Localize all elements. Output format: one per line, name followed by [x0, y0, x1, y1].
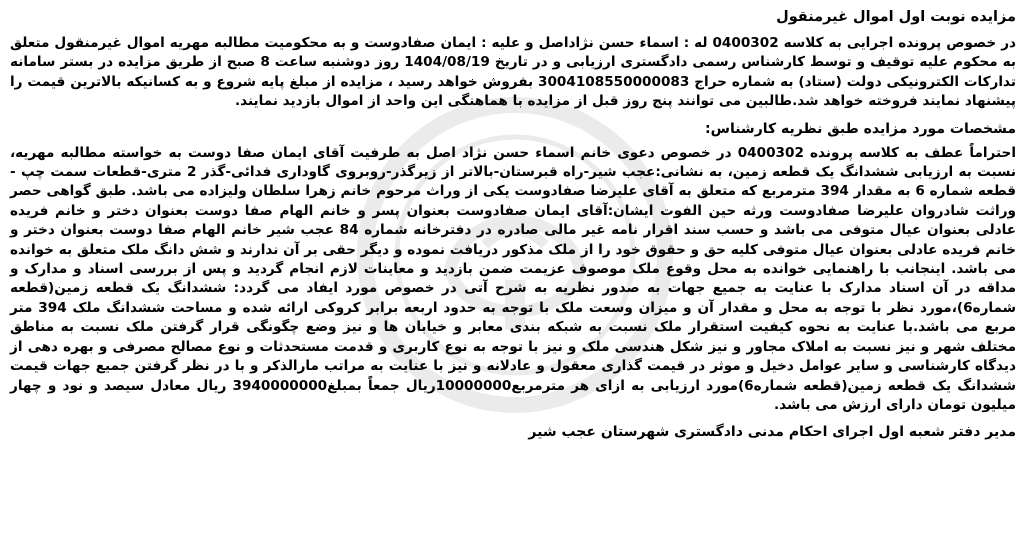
- intro-paragraph: در خصوص پرونده اجرایی به کلاسه 0400302 له : اسماء حسن نژاداصل و علیه : ایمان صفادوست و به محکومیت مطالبه مهریه اموال غیرمنقول متعلق به محکوم علیه توقیف و توسط کارشناس رسمی دادگستری ارزیابی و در تاریخ 1404/08/19 روز دوشنبه ساعت 8 صبح از طریق مزایده در بستر سامانه تدارکات الکترونیکی دولت (ستاد) به شماره حراج 3004108550000083 بفروش خواهد رسید ، مزایده از مبلغ پایه شروع و به کسانیکه بالاترین قیمت را پیشنهاد نمایند فروخته خواهد شد.طالبین می توانند پنج روز قبل از مزایده با هماهنگی این واحد از اموال بازدید نمایند.: [10, 35, 1017, 110]
- specs-paragraph: احتراماً عطف به کلاسه پرونده 0400302 در خصوص دعوی خانم اسماء حسن نژاد اصل به طرفیت آقای ایمان صفا دوست به خواسته مطالبه مهریه، نسبت به ارزیابی ششدانگ یک قطعه زمین، به نشانی:عجب شیر-راه قبرستان-بالاتر از زیرگذر-روبروی گاوداری فدائی-گذر 2 متری-قطعات سمت چپ - قطعه شماره 6 به مقدار 394 مترمربع که متعلق به آقای علیرضا صفادوست یکی از وراث مرحوم خانم زهرا سلطان ولیزاده می باشد. طبق گواهی حصر وراثت شادروان علیرضا صفادوست ورثه حین الفوت ایشان:آقای ایمان صفادوست بعنوان پسر و خانم الهام صفا دوست بعنوان دختر و خانم فریده عادلی بعنوان عیال متوفی می باشد و حسب سند اقرار نامه غیر مالی صادره در دفترخانه شماره 84 عجب شیر خانم الهام صفا دوست بعنوان دختر و خانم فریده عادلی بعنوان عیال متوفی کلیه حق و حقوق خود را از ملک مذکور دریافت نموده و دیگر حقی بر آن ندارند و شش دانگ ملک متعلق به خوانده می باشد. اینجانب با راهنمایی خوانده به محل وقوع ملک موصوف عزیمت ضمن بازدید و معاینات لازم انجام گردید و پس از بررسی اسناد و مدارک و مداقه در آن اسناد مدارک با عنایت به جمیع جهات به صدور نظریه به شرح آتی در خصوص مورد ایفاد می گردد: ششدانگ یک قطعه زمین(قطعه شماره6)،مورد نظر با توجه به محل و مقدار آن و میزان وسعت ملک با توجه به حدود اربعه برابر کروکی ارائه شده و مساحت ششدانگ ملک 394 متر مربع می باشد.با عنایت به نحوه کیفیت استقرار ملک نسبت به شبکه بندی معابر و خیابان ها و نیز وضع چگونگی قرار گرفتن ملک نسبت به مناطق مختلف شهر و نیز نسبت به املاک مجاور و نیز شکل هندسی ملک و نیز با توجه به نوع کاربری و قدمت مستحدثات و نوع مصالح مصرفی و بهره دهی از دیدگاه کارشناسی و سایر عوامل دخیل و موثر در قیمت گذاری معقول و عادلانه و نیز با عنایت به مراتب مارالذکر و با در نظر گرفتن جمیع جهات قیمت ششدانگ یک قطعه زمین(قطعه شماره6)مورد ارزیابی به ازای هر مترمربع10000000ریال جمعاً بمبلغ3940000000 ریال معادل سیصد و نود و چهار میلیون تومان دارای ارزش می باشد.: [10, 144, 1017, 413]
- notice-title: مزایده نوبت اول اموال غیرمنقول: [776, 9, 1016, 25]
- specs-heading: مشخصات مورد مزایده طبق نظریه کارشناس:: [705, 120, 1016, 137]
- signature-line: مدیر دفتر شعبه اول اجرای احکام مدنی دادگستری شهرستان عجب شیر: [528, 424, 1016, 441]
